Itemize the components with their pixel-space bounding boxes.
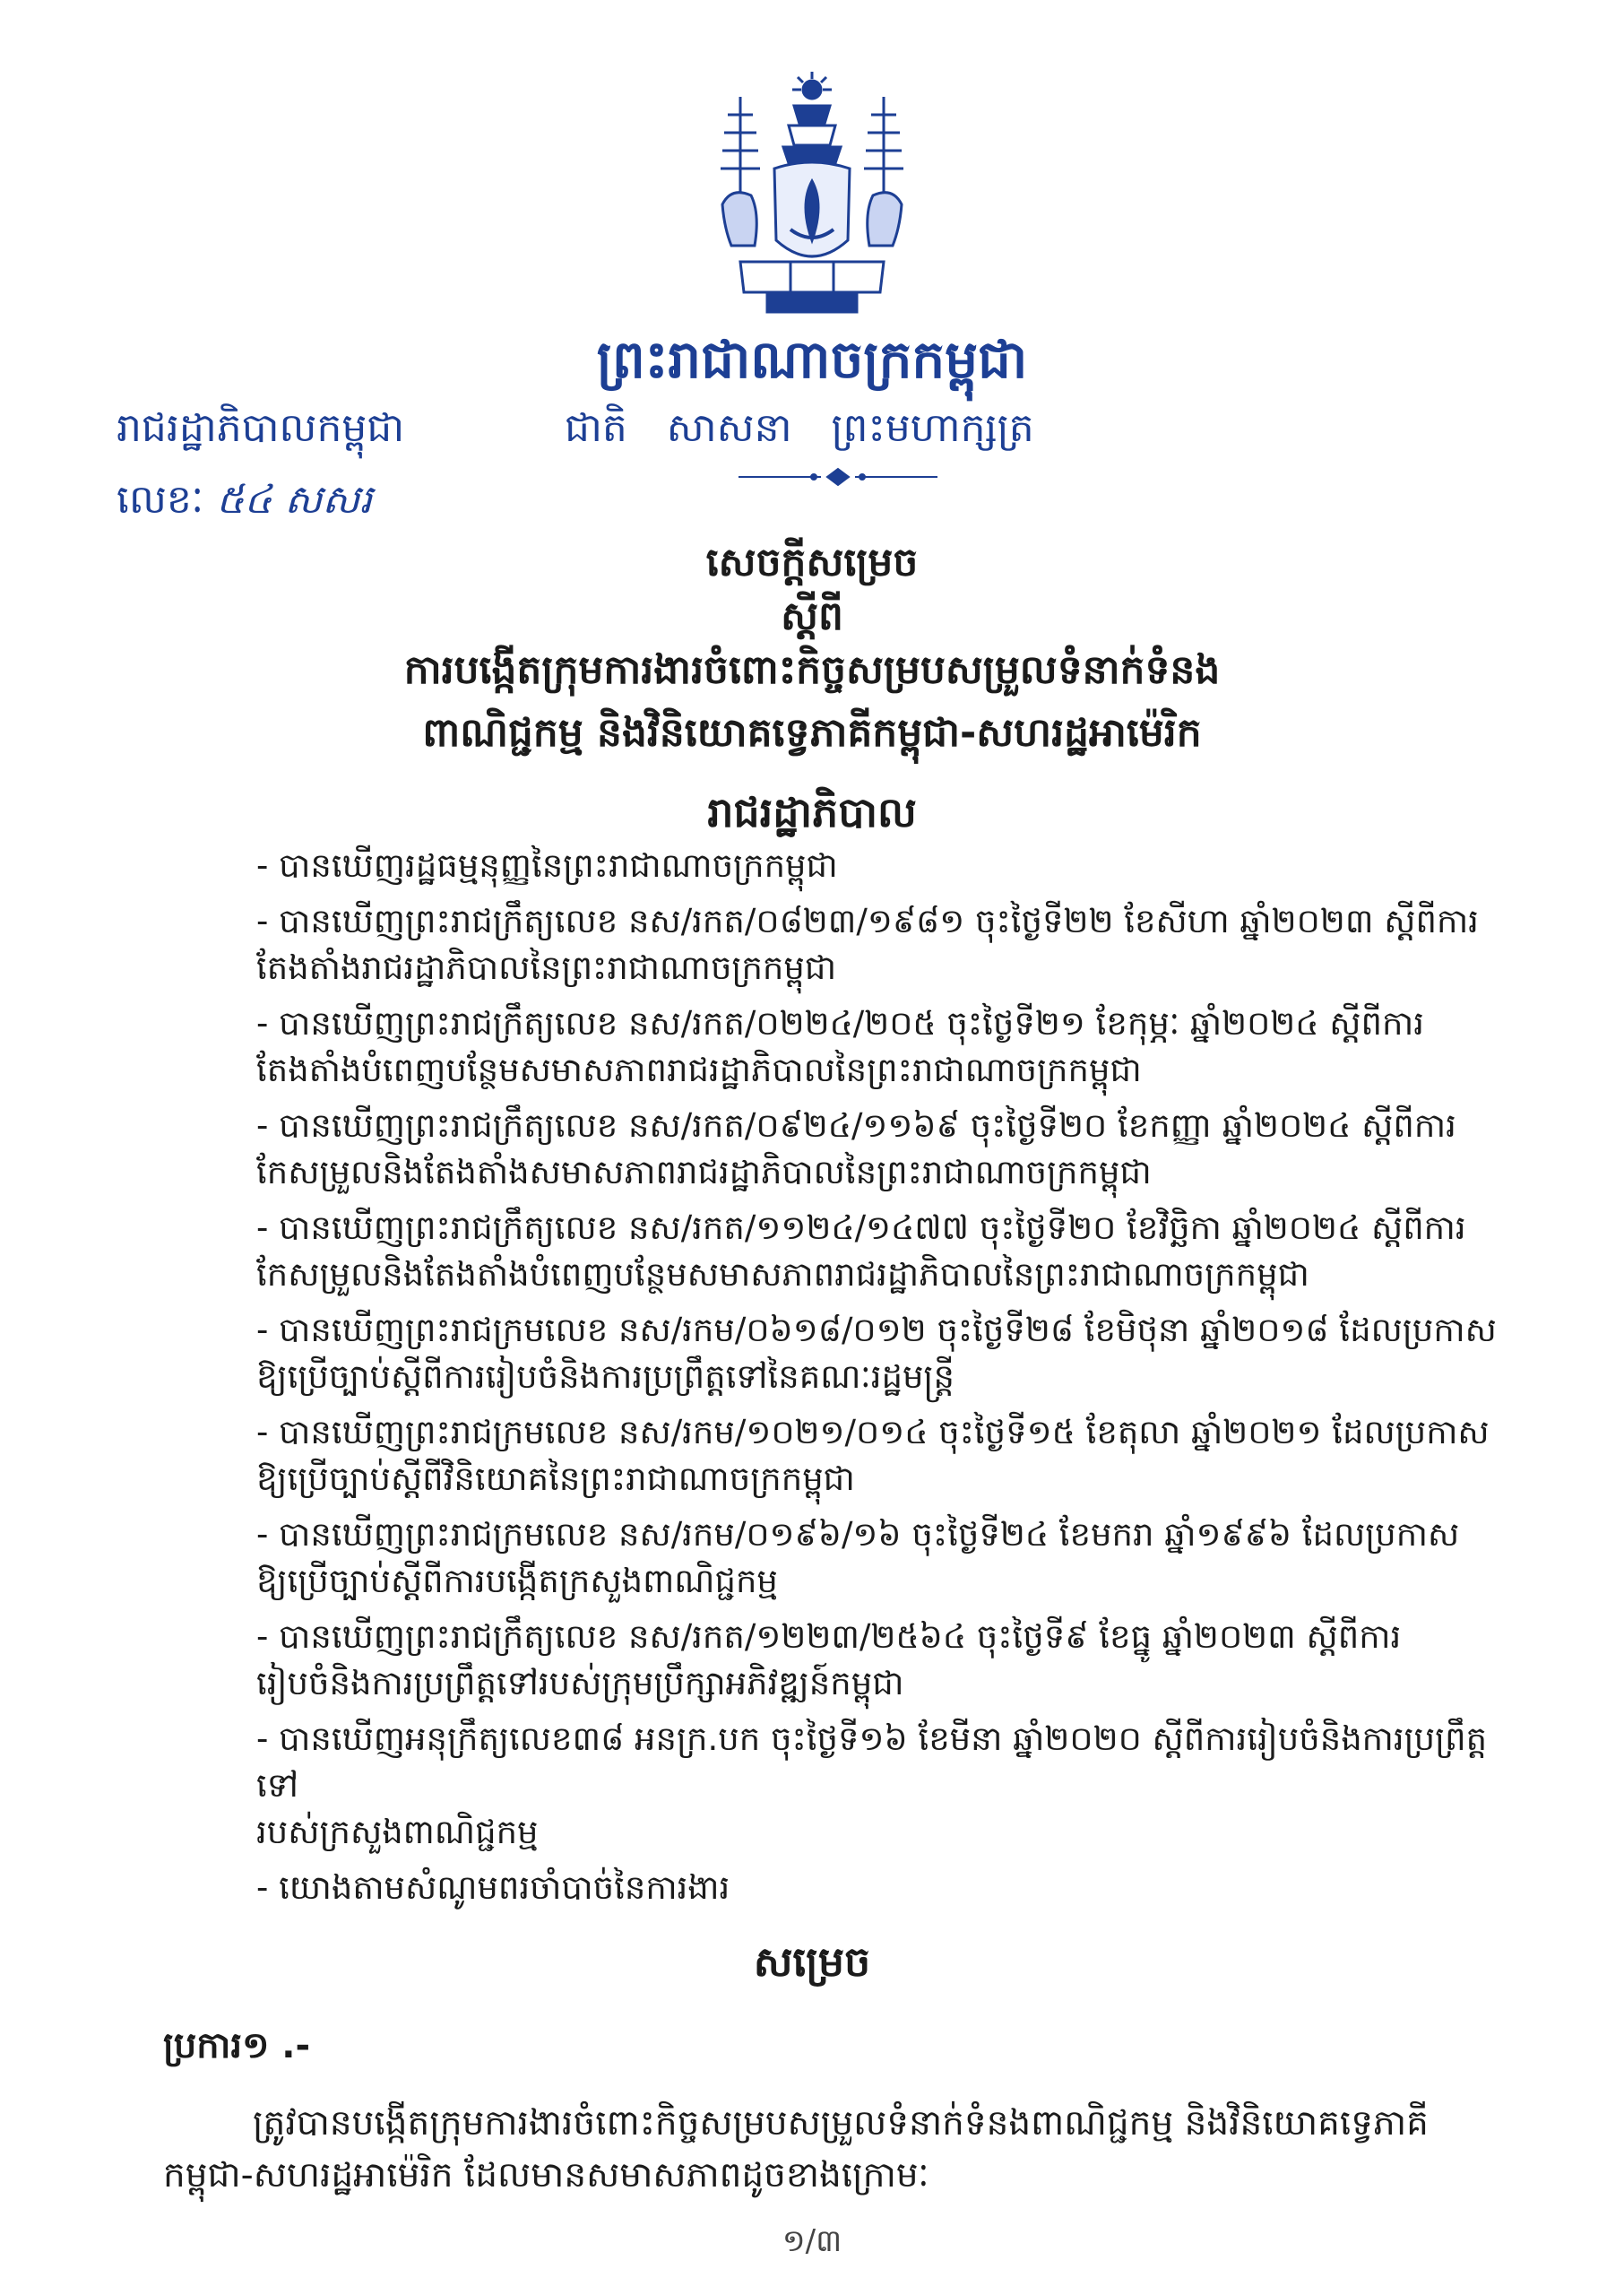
reference-line: - បានឃើញព្រះរាជក្រមលេខ នស/រកម/១០២១/០១៤ ចុះថ្ងៃទី១៥ ខែតុលា ឆ្នាំ២០២១ ដែលប្រកាស xyxy=(256,1413,1490,1451)
reference-line-continued: តែងតាំងបំពេញបន្ថែមសមាសភាពរាជរដ្ឋាភិបាលនៃព្រះរាជាណាចក្រកម្ពុជា xyxy=(256,1051,1142,1089)
issuing-authority: រាជរដ្ឋាភិបាលកម្ពុជា xyxy=(117,405,405,451)
reference-line-continued: របស់ក្រសួងពាណិជ្ជកម្ម xyxy=(256,1813,539,1851)
title-about: ស្ដីពី xyxy=(781,593,843,639)
document-type: សេចក្ដីសម្រេច xyxy=(705,540,919,585)
royal-emblem-icon xyxy=(704,70,920,317)
reference-item xyxy=(235,1409,1507,1503)
reference-line: - បានឃើញព្រះរាជក្រមលេខ នស/រកម/០១៩៦/១៦ ចុះថ្ងៃទី២៤ ខែមករា ឆ្នាំ១៩៩៦ ដែលប្រកាស xyxy=(256,1515,1460,1554)
reference-line: - បានឃើញព្រះរាជក្រឹត្យលេខ នស/រកត/០២២៤/២០៥ ចុះថ្ងៃទី២១ ខែកុម្ភៈ ឆ្នាំ២០២៤ ស្ដីពីការ xyxy=(256,1004,1424,1043)
reference-number xyxy=(117,475,372,533)
reference-item xyxy=(235,1000,1507,1094)
issuer-heading: រាជរដ្ឋាភិបាល xyxy=(707,788,917,836)
reference-item xyxy=(235,1865,1507,1911)
reference-line-continued: កែសម្រួលនិងតែងតាំងសមាសភាពរាជរដ្ឋាភិបាលនៃព្រះរាជាណាចក្រកម្ពុជា xyxy=(256,1153,1152,1191)
reference-item xyxy=(235,1205,1507,1298)
page-number: ១/៣ xyxy=(782,2223,842,2259)
reference-line-continued: ឱ្យប្រើច្បាប់ស្ដីពីការរៀបចំនិងការប្រព្រឹត្តទៅនៃគណៈរដ្ឋមន្ត្រី xyxy=(256,1357,955,1396)
reference-label: លេខៈ xyxy=(117,477,204,523)
reference-item xyxy=(235,1103,1507,1196)
reference-item xyxy=(235,1307,1507,1400)
reference-line-continued: ឱ្យប្រើច្បាប់ស្ដីពីការបង្កើតក្រសួងពាណិជ្ជកម្ម xyxy=(256,1562,778,1600)
reference-line: - បានឃើញព្រះរាជក្រឹត្យលេខ នស/រកត/១២២៣/២៥៦៤ ចុះថ្ងៃទី៩ ខែធ្នូ ឆ្នាំ២០២៣ ស្ដីពីការ xyxy=(256,1617,1402,1656)
reference-line: - បានឃើញព្រះរាជក្រឹត្យលេខ នស/រកត/០៨២៣/១៩៨១ ចុះថ្ងៃទី២២ ខែសីហា ឆ្នាំ២០២៣ ស្ដីពីការ xyxy=(256,902,1479,940)
reference-line-continued: ឱ្យប្រើច្បាប់ស្ដីពីវិនិយោគនៃព្រះរាជាណាចក្រកម្ពុជា xyxy=(256,1459,855,1498)
title-subject-line-2: ពាណិជ្ជកម្ម និងវិនិយោគទ្វេភាគីកម្ពុជា-សហរដ្ឋអាម៉េរិក xyxy=(422,710,1202,756)
reference-line: - បានឃើញអនុក្រឹត្យលេខ៣៨ អនក្រ.បក ចុះថ្ងៃទី១៦ ខែមីនា ឆ្នាំ២០២០ ស្ដីពីការរៀបចំនិងការប្រព្រឹត្តទៅ xyxy=(256,1719,1488,1805)
decision-heading: សម្រេច xyxy=(753,1937,871,1986)
national-motto: ជាតិ សាសនា ព្រះមហាក្សត្រ xyxy=(565,405,1034,451)
reference-line: - បានឃើញព្រះរាជក្រឹត្យលេខ នស/រកត/០៩២៤/១១៦៩ ចុះថ្ងៃទី២០ ខែកញ្ញា ឆ្នាំ២០២៤ ស្ដីពីការ xyxy=(256,1106,1456,1145)
reference-item xyxy=(235,843,1507,889)
reference-value: ៥៤ សសរ xyxy=(216,477,373,523)
reference-item xyxy=(235,1614,1507,1707)
reference-line: - បានឃើញព្រះរាជក្រមលេខ នស/រកម/០៦១៨/០១២ ចុះថ្ងៃទី២៨ ខែមិថុនា ឆ្នាំ២០១៨ ដែលប្រកាស xyxy=(256,1311,1497,1349)
reference-line-continued: រៀបចំនិងការប្រព្រឹត្តទៅរបស់ក្រុមប្រឹក្សាអភិវឌ្ឍន៍កម្ពុជា xyxy=(256,1664,904,1702)
ornamental-divider-icon xyxy=(735,466,941,488)
reference-line: - បានឃើញរដ្ឋធម្មនុញ្ញនៃព្រះរាជាណាចក្រកម្ពុជា xyxy=(256,846,838,885)
reference-item xyxy=(235,898,1507,992)
reference-line-continued: តែងតាំងរាជរដ្ឋាភិបាលនៃព្រះរាជាណាចក្រកម្ពុជា xyxy=(256,948,837,987)
article-label: ប្រការ១ .- xyxy=(163,2025,311,2066)
reference-line: - បានឃើញព្រះរាជក្រឹត្យលេខ នស/រកត/១១២៤/១៤៧៧ ចុះថ្ងៃទី២០ ខែវិច្ឆិកា ឆ្នាំ២០២៤ ស្ដីពីការ xyxy=(256,1208,1466,1247)
reference-item xyxy=(235,1716,1507,1856)
reference-line-continued: កែសម្រួលនិងតែងតាំងបំពេញបន្ថែមសមាសភាពរាជរដ្ឋាភិបាលនៃព្រះរាជាណាចក្រកម្ពុជា xyxy=(256,1255,1309,1294)
reference-line: - យោងតាមសំណូមពរចាំបាច់នៃការងារ xyxy=(256,1868,730,1907)
article-text: ត្រូវបានបង្កើតក្រុមការងារចំពោះកិច្ចសម្របសម្រួលទំនាក់ទំនងពាណិជ្ជកម្ម និងវិនិយោគទ្វេភាគីកម្ពុជា-សហរដ្ឋអាម៉េរិក ដែលមានសមាសភាពដូចខាងក្រោមៈ xyxy=(163,2103,1429,2195)
kingdom-heading: ព្រះរាជាណាចក្រកម្ពុជា xyxy=(596,329,1028,390)
title-subject-line-1: ការបង្កើតក្រុមការងារចំពោះកិច្ចសម្របសម្រួលទំនាក់ទំនង xyxy=(403,647,1221,693)
reference-item xyxy=(235,1511,1507,1605)
article-body xyxy=(163,2098,1507,2202)
legal-references-list xyxy=(235,843,1507,1920)
